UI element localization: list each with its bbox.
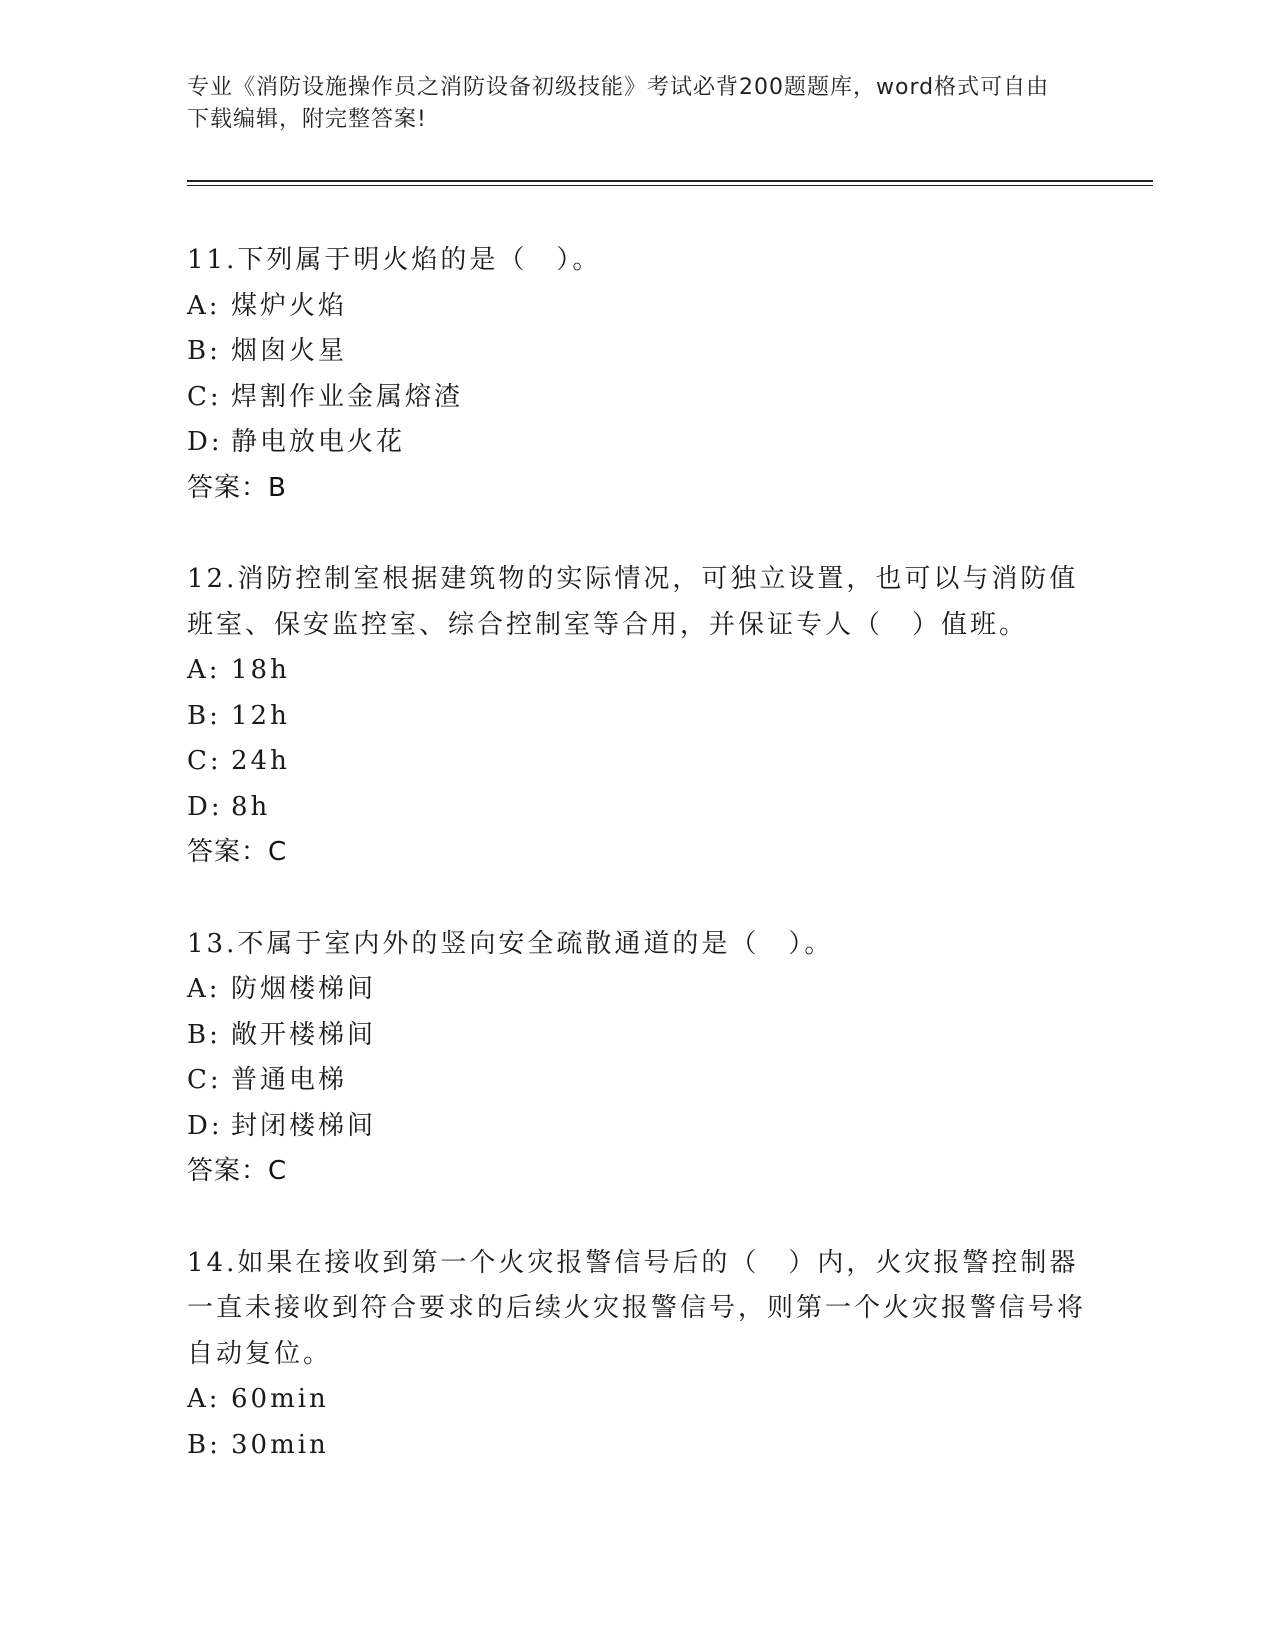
document-header: 专业《消防设施操作员之消防设备初级技能》考试必背200题题库，word格式可自由下载编辑，附完整答案! <box>187 75 1050 132</box>
option-a <box>187 648 1087 694</box>
option-letter: D: <box>187 791 223 822</box>
option-letter: A: <box>187 974 221 1004</box>
option-b <box>187 694 1087 740</box>
option-letter: D: <box>187 427 223 457</box>
option-c <box>187 1058 1087 1104</box>
option-a <box>187 1377 1087 1423</box>
option-letter: D: <box>187 1110 223 1141</box>
option-text: 静电放电火花 <box>231 427 406 457</box>
option-text: 普通电梯 <box>231 1065 348 1095</box>
question-list <box>187 238 1087 1514</box>
option-letter: B: <box>187 700 221 731</box>
question-stem: 11.下列属于明火焰的是（ ）。 <box>187 245 602 275</box>
question-stem: 14.如果在接收到第一个火灾报警信号后的（ ）内，火灾报警控制器一直未接收到符合要求的后续火灾报警信号，则第一个火灾报警信号将自动复位。 <box>187 1247 1087 1369</box>
option-text: 30min <box>231 1429 329 1460</box>
answer-line: 答案：C <box>187 837 288 867</box>
option-text: 24h <box>231 746 290 776</box>
option-text: 8h <box>231 791 271 822</box>
question-stem: 13.不属于室内外的竖向安全疏散通道的是（ ）。 <box>187 928 834 959</box>
question-13 <box>187 922 1087 1195</box>
option-letter: C: <box>187 381 222 412</box>
option-text: 敞开楼梯间 <box>231 1019 377 1050</box>
option-d <box>187 420 1087 466</box>
question-14 <box>187 1241 1087 1469</box>
option-a <box>187 967 1087 1013</box>
option-d <box>187 1104 1087 1150</box>
option-text: 18h <box>231 655 290 685</box>
option-b <box>187 1423 1087 1469</box>
option-c <box>187 739 1087 785</box>
option-a <box>187 284 1087 330</box>
answer-line: 答案：C <box>187 1156 288 1186</box>
option-letter: A: <box>187 290 221 321</box>
option-text: 煤炉火焰 <box>231 290 348 321</box>
option-letter: A: <box>187 1384 221 1414</box>
question-11 <box>187 238 1087 511</box>
option-text: 烟囱火星 <box>231 336 348 366</box>
option-text: 12h <box>231 700 290 731</box>
option-b <box>187 1013 1087 1059</box>
question-stem: 12.消防控制室根据建筑物的实际情况，可独立设置，也可以与消防值班室、保安监控室、综合控制室等合用，并保证专人（ ）值班。 <box>187 564 1079 640</box>
answer-line: 答案：B <box>187 472 287 503</box>
option-b <box>187 329 1087 375</box>
option-text: 60min <box>231 1384 329 1414</box>
option-d <box>187 785 1087 831</box>
option-letter: C: <box>187 746 222 776</box>
option-letter: A: <box>187 655 221 685</box>
option-c <box>187 375 1087 421</box>
option-letter: C: <box>187 1065 222 1095</box>
option-text: 防烟楼梯间 <box>231 974 377 1004</box>
option-letter: B: <box>187 1429 221 1460</box>
option-text: 焊割作业金属熔渣 <box>231 381 464 412</box>
option-letter: B: <box>187 336 221 366</box>
question-12 <box>187 557 1087 876</box>
option-letter: B: <box>187 1019 221 1050</box>
header-divider <box>187 180 1153 186</box>
option-text: 封闭楼梯间 <box>231 1110 377 1141</box>
